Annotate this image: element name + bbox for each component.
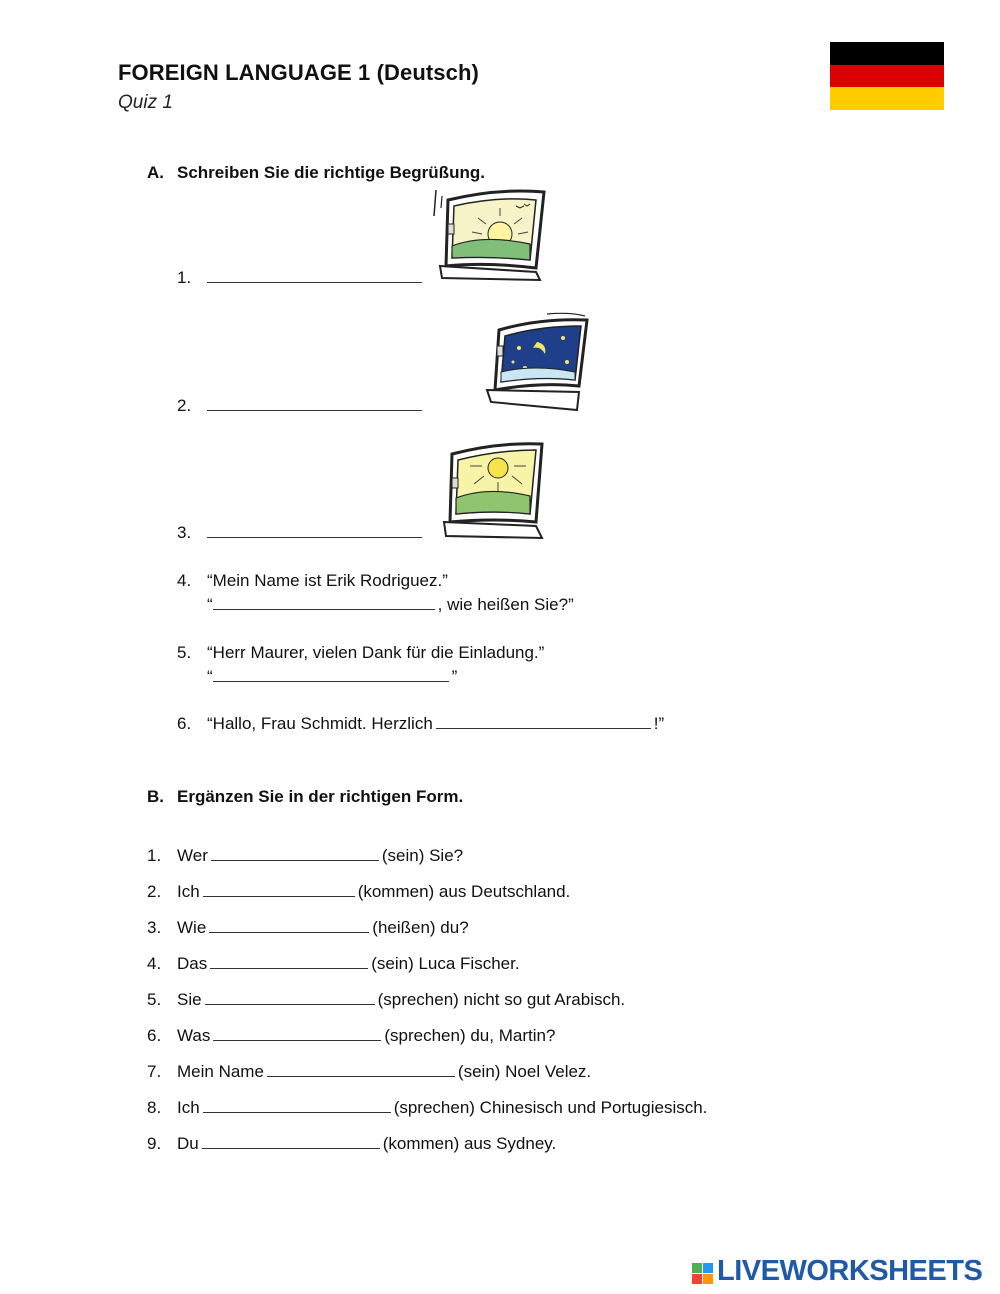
answer-blank[interactable] — [203, 1098, 391, 1113]
answer-blank[interactable] — [207, 268, 422, 283]
item-suffix: (sein) Sie? — [381, 846, 464, 865]
quote-open: “ — [207, 667, 213, 686]
item-suffix: (sprechen) du, Martin? — [384, 1026, 556, 1045]
item-prefix: Du — [177, 1134, 199, 1153]
item-number: 4. — [177, 571, 192, 590]
item-suffix: (sprechen) Chinesisch und Portugiesisch. — [393, 1098, 708, 1117]
item-text-end: !” — [653, 714, 665, 733]
item-text: “Mein Name ist Erik Rodriguez.” — [207, 571, 448, 590]
b-item-3 — [147, 918, 469, 938]
b-item-6 — [147, 1026, 555, 1046]
item-prefix: Ich — [177, 882, 200, 901]
page-title: FOREIGN LANGUAGE 1 (Deutsch) — [118, 60, 479, 85]
item-suffix: (sprechen) nicht so gut Arabisch. — [377, 990, 626, 1009]
answer-blank[interactable] — [211, 846, 379, 861]
answer-blank[interactable] — [203, 882, 355, 897]
item-suffix: (sein) Noel Velez. — [457, 1062, 592, 1081]
item-number: 3. — [177, 523, 192, 542]
item-number: 3. — [147, 918, 162, 937]
liveworksheets-brand-text: LIVEWORKSHEETS — [717, 1255, 983, 1287]
section-a-title: Schreiben Sie die richtige Begrüßung. — [177, 163, 485, 182]
quote-open: “ — [207, 595, 213, 614]
item-number: 4. — [147, 954, 162, 973]
liveworksheets-logo-icon — [692, 1263, 714, 1285]
item-suffix: (kommen) aus Sydney. — [382, 1134, 557, 1153]
morning-window-icon — [428, 186, 548, 286]
answer-blank[interactable] — [213, 667, 449, 682]
item-suffix: (sein) Luca Fischer. — [371, 954, 520, 973]
a-item-6 — [177, 714, 664, 734]
item-prefix: Sie — [177, 990, 202, 1009]
item-number: 5. — [147, 990, 162, 1009]
answer-blank[interactable] — [213, 1026, 381, 1041]
item-text: “Herr Maurer, vielen Dank für die Einladung.” — [207, 643, 545, 662]
item-prefix: Ich — [177, 1098, 200, 1117]
item-prefix: Mein Name — [177, 1062, 264, 1081]
item-number: 1. — [177, 268, 192, 287]
a-item-3 — [177, 523, 425, 543]
item-prefix: Was — [177, 1026, 211, 1045]
b-item-7 — [147, 1062, 591, 1082]
a-item-2 — [177, 396, 425, 416]
a-item-4-line2 — [207, 595, 574, 615]
item-number: 6. — [147, 1026, 162, 1045]
item-prefix: Wer — [177, 846, 208, 865]
answer-blank[interactable] — [209, 918, 369, 933]
answer-blank[interactable] — [210, 954, 368, 969]
b-item-1 — [147, 846, 463, 866]
b-item-8 — [147, 1098, 707, 1118]
b-item-5 — [147, 990, 625, 1010]
page-subtitle: Quiz 1 — [118, 92, 173, 113]
section-a-heading — [147, 163, 485, 183]
item-number: 6. — [177, 714, 192, 733]
item-prefix: Wie — [177, 918, 207, 937]
night-window-icon — [485, 312, 590, 412]
item-prefix: Das — [177, 954, 208, 973]
item-suffix: (kommen) aus Deutschland. — [357, 882, 571, 901]
item-text: “Hallo, Frau Schmidt. Herzlich — [207, 714, 433, 733]
section-a-letter: A. — [147, 163, 164, 182]
answer-blank[interactable] — [207, 396, 422, 411]
item-number: 8. — [147, 1098, 162, 1117]
liveworksheets-logo[interactable] — [692, 1255, 982, 1285]
item-number: 2. — [177, 396, 192, 415]
item-suffix: (heißen) du? — [372, 918, 469, 937]
answer-blank[interactable] — [267, 1062, 455, 1077]
answer-blank[interactable] — [202, 1134, 380, 1149]
section-b-letter: B. — [147, 787, 164, 806]
answer-blank[interactable] — [205, 990, 375, 1005]
answer-blank[interactable] — [213, 595, 435, 610]
a-item-5 — [177, 643, 544, 663]
german-flag-icon — [830, 42, 944, 110]
item-number: 7. — [147, 1062, 162, 1081]
item-number: 5. — [177, 643, 192, 662]
section-b-heading — [147, 787, 463, 807]
item-number: 9. — [147, 1134, 162, 1153]
day-window-icon — [438, 442, 546, 542]
a-item-1 — [177, 268, 425, 288]
item-number: 2. — [147, 882, 162, 901]
answer-blank[interactable] — [207, 523, 422, 538]
quote-close: ” — [451, 667, 458, 686]
a-item-5-line2 — [207, 667, 457, 687]
b-item-9 — [147, 1134, 556, 1154]
b-item-2 — [147, 882, 570, 902]
item-text: , wie heißen Sie?” — [437, 595, 574, 614]
answer-blank[interactable] — [436, 714, 651, 729]
item-number: 1. — [147, 846, 162, 865]
b-item-4 — [147, 954, 520, 974]
a-item-4 — [177, 571, 448, 591]
section-b-title: Ergänzen Sie in der richtigen Form. — [177, 787, 464, 806]
